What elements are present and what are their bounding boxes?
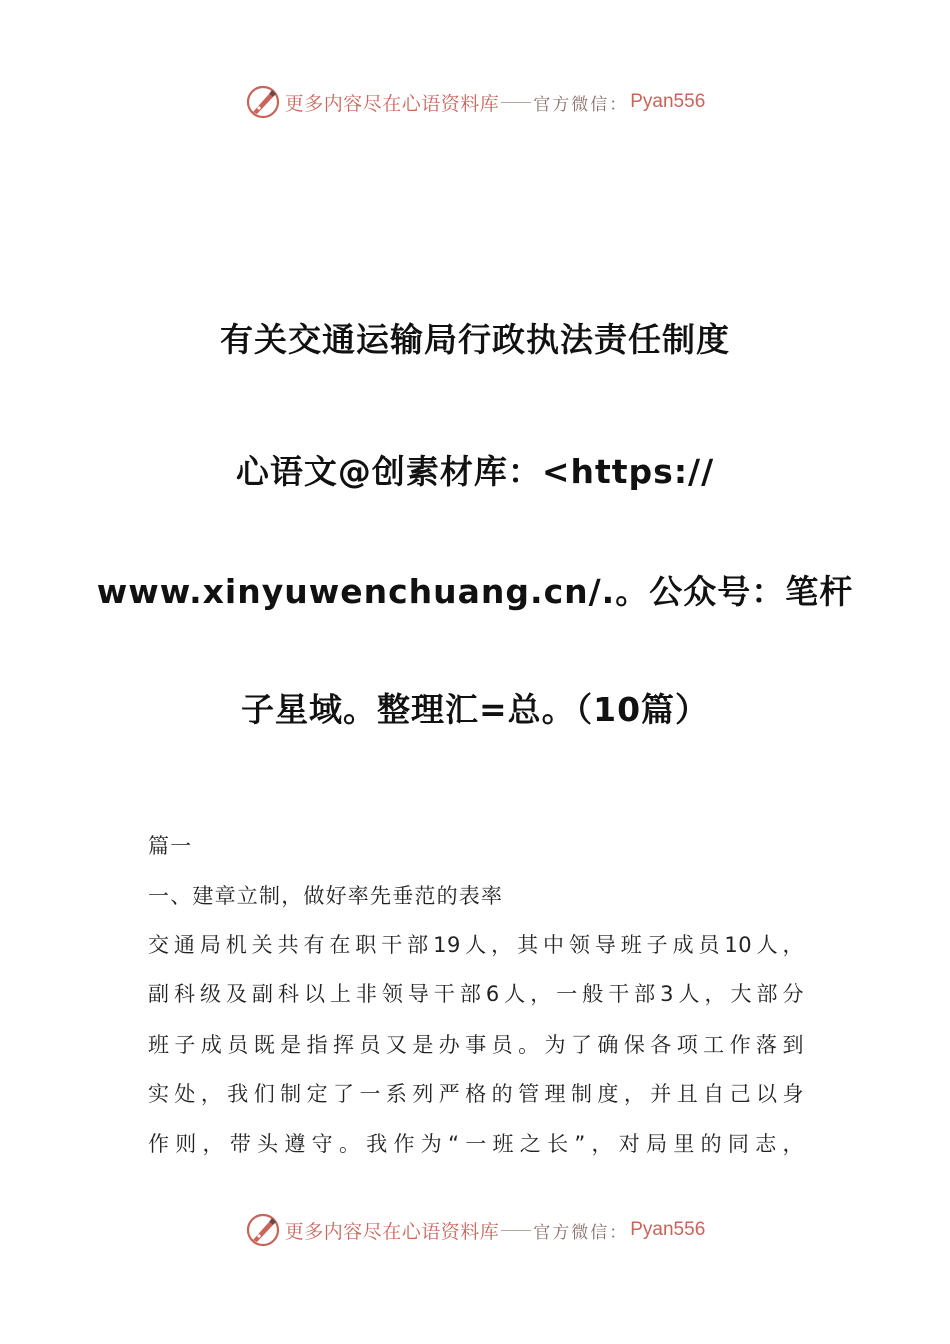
document-title-line-2: 心语文@创素材库：<https:// [235, 452, 715, 491]
footer-banner-wechat-id: Pyan556 [630, 1219, 706, 1240]
paragraph-line: 副科级及副科以上非领导干部6人，一般干部3人，大部分 [148, 982, 804, 1006]
paragraph-line: 交通局机关共有在职干部19人，其中领导班子成员10人， [148, 933, 804, 957]
footer-banner [0, 1210, 950, 1250]
header-banner-wechat-label: 官方微信： [533, 94, 629, 115]
paragraph-line: 班子成员既是指挥员又是办事员。为了确保各项工作落到 [148, 1033, 804, 1057]
header-banner-text: 更多内容尽在心语资料库 [284, 92, 500, 115]
document-title-line-4: 子星域。整理汇=总。（10篇） [240, 690, 710, 729]
pen-nib-logo-icon [245, 84, 281, 120]
document-title-line-3: www.xinyuwenchuang.cn/.。公众号：笔杆 [96, 572, 854, 611]
footer-banner-text: 更多内容尽在心语资料库 [284, 1220, 500, 1243]
paragraph-line: 作则，带头遵守。我作为“一班之长”，对局里的同志， [148, 1132, 804, 1156]
section-label: 篇一 [148, 834, 193, 858]
section-heading: 一、建章立制，做好率先垂范的表率 [148, 884, 504, 908]
footer-banner-separator [501, 1230, 531, 1231]
pen-nib-logo-icon [245, 1212, 281, 1248]
document-title-line-1: 有关交通运输局行政执法责任制度 [220, 320, 730, 359]
header-banner-separator [501, 102, 531, 103]
header-banner [0, 82, 950, 122]
footer-banner-wechat-label: 官方微信： [533, 1222, 629, 1243]
paragraph-line: 实处，我们制定了一系列严格的管理制度，并且自己以身 [148, 1082, 804, 1106]
header-banner-wechat-id: Pyan556 [630, 91, 706, 112]
